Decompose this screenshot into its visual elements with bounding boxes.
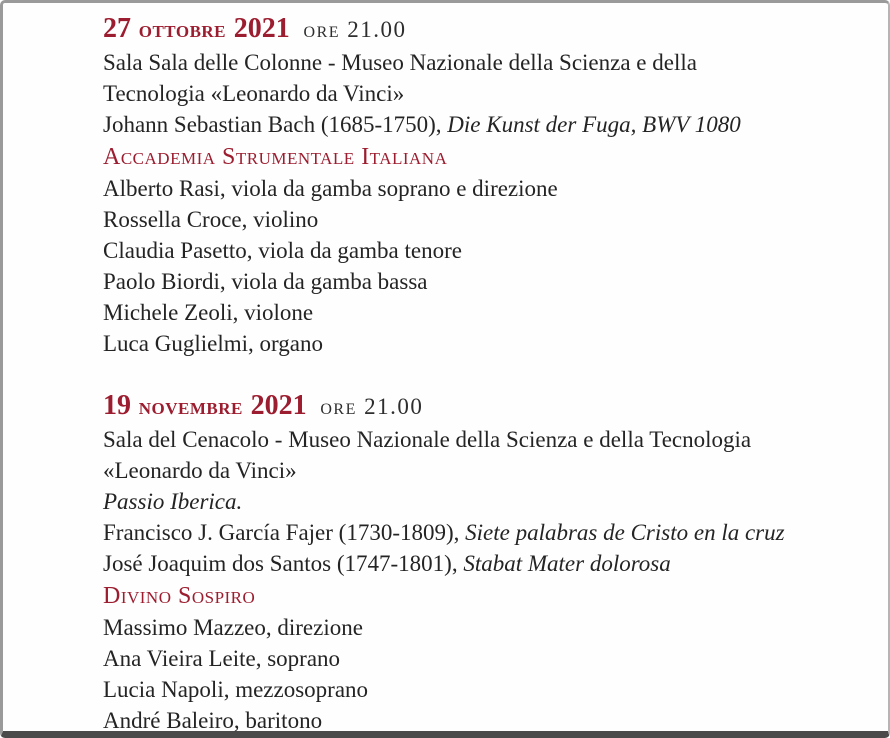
performer: Paolo Biordi, viola da gamba bassa xyxy=(103,269,428,294)
performer: Rossella Croce, violino xyxy=(103,207,319,232)
venue-line: Sala del Cenacolo - Museo Nazionale della Scienza e della Tecnologia xyxy=(103,427,752,452)
event-day: 27 xyxy=(103,13,131,44)
program-work xyxy=(103,548,868,579)
performer: André Baleiro, baritono xyxy=(103,708,323,733)
composer: Francisco J. García Fajer (1730-1809), xyxy=(103,520,460,545)
event-date-line xyxy=(103,390,868,423)
performer: Luca Guglielmi, organo xyxy=(103,331,323,356)
event-block-november xyxy=(103,390,868,736)
performer: Alberto Rasi, viola da gamba soprano e direzione xyxy=(103,176,558,201)
program-work xyxy=(103,517,868,548)
ensemble-name: Divino Sospiro xyxy=(103,583,256,609)
event-month: novembre xyxy=(138,394,243,420)
program-subtitle xyxy=(103,486,868,517)
performer: Michele Zeoli, violone xyxy=(103,300,314,325)
composer: Johann Sebastian Bach (1685-1750), xyxy=(103,112,442,137)
composer: José Joaquim dos Santos (1747-1801), xyxy=(103,551,458,576)
subtitle-italic: Passio Iberica. xyxy=(103,489,243,514)
venue-line: Tecnologia «Leonardo da Vinci» xyxy=(103,81,405,106)
performer: Massimo Mazzeo, direzione xyxy=(103,615,363,640)
performer: Claudia Pasetto, viola da gamba tenore xyxy=(103,238,462,263)
program-work xyxy=(103,109,868,140)
venue-line: «Leonardo da Vinci» xyxy=(103,458,297,483)
work-title: Die Kunst der Fuga, BWV 1080 xyxy=(447,112,741,137)
event-time: ore 21.00 xyxy=(320,394,424,419)
event-date-line xyxy=(103,13,868,46)
event-year: 2021 xyxy=(250,390,307,421)
event-year: 2021 xyxy=(233,13,290,44)
ensemble-name: Accademia Strumentale Italiana xyxy=(103,144,448,170)
concert-program xyxy=(103,13,868,736)
event-block-october xyxy=(103,13,868,359)
work-title: Stabat Mater dolorosa xyxy=(463,551,671,576)
performer: Ana Vieira Leite, soprano xyxy=(103,646,341,671)
performer: Lucia Napoli, mezzosoprano xyxy=(103,677,369,702)
event-time: ore 21.00 xyxy=(303,17,407,42)
venue-line: Sala Sala delle Colonne - Museo Nazionale della Scienza e della xyxy=(103,50,697,75)
event-day: 19 xyxy=(103,390,131,421)
event-month: ottobre xyxy=(138,17,227,43)
work-title: Siete palabras de Cristo en la cruz xyxy=(465,520,785,545)
